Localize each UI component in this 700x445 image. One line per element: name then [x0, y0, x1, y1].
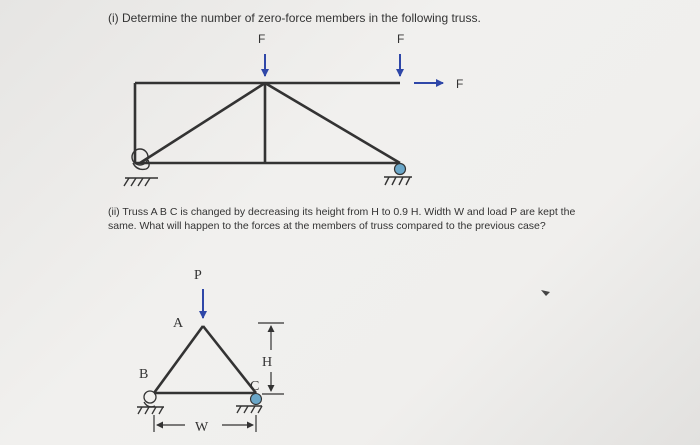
- pin-support-b: [137, 391, 164, 414]
- node-label-c: C: [250, 379, 260, 394]
- truss-2: [137, 268, 284, 435]
- node-label-b: B: [139, 367, 149, 382]
- force-label-top-right: F: [397, 32, 405, 46]
- roller-support-right: [384, 164, 412, 186]
- roller-support-c: [236, 394, 262, 414]
- force-label-horizontal: F: [456, 77, 464, 91]
- height-label-h: H: [262, 355, 273, 370]
- truss-1: [124, 32, 463, 186]
- question-2-text: (ii) Truss A B C is changed by decreasing its height from H to 0.9 H. Width W and load P are kept the same. What will happen to the forces at the members of truss compared to the previous case?: [108, 206, 576, 232]
- node-label-a: A: [173, 316, 184, 331]
- truss1-left-diagonal: [140, 83, 265, 163]
- load-label-p: P: [194, 268, 202, 283]
- mouse-cursor-icon: [541, 290, 550, 296]
- force-label-top-middle: F: [258, 32, 266, 46]
- truss1-right-diagonal: [265, 83, 400, 163]
- truss2-member-ac: [203, 326, 256, 393]
- truss2-member-ab: [154, 326, 203, 393]
- question-1-text: (i) Determine the number of zero-force members in the following truss.: [108, 11, 481, 25]
- width-label-w: W: [195, 420, 209, 435]
